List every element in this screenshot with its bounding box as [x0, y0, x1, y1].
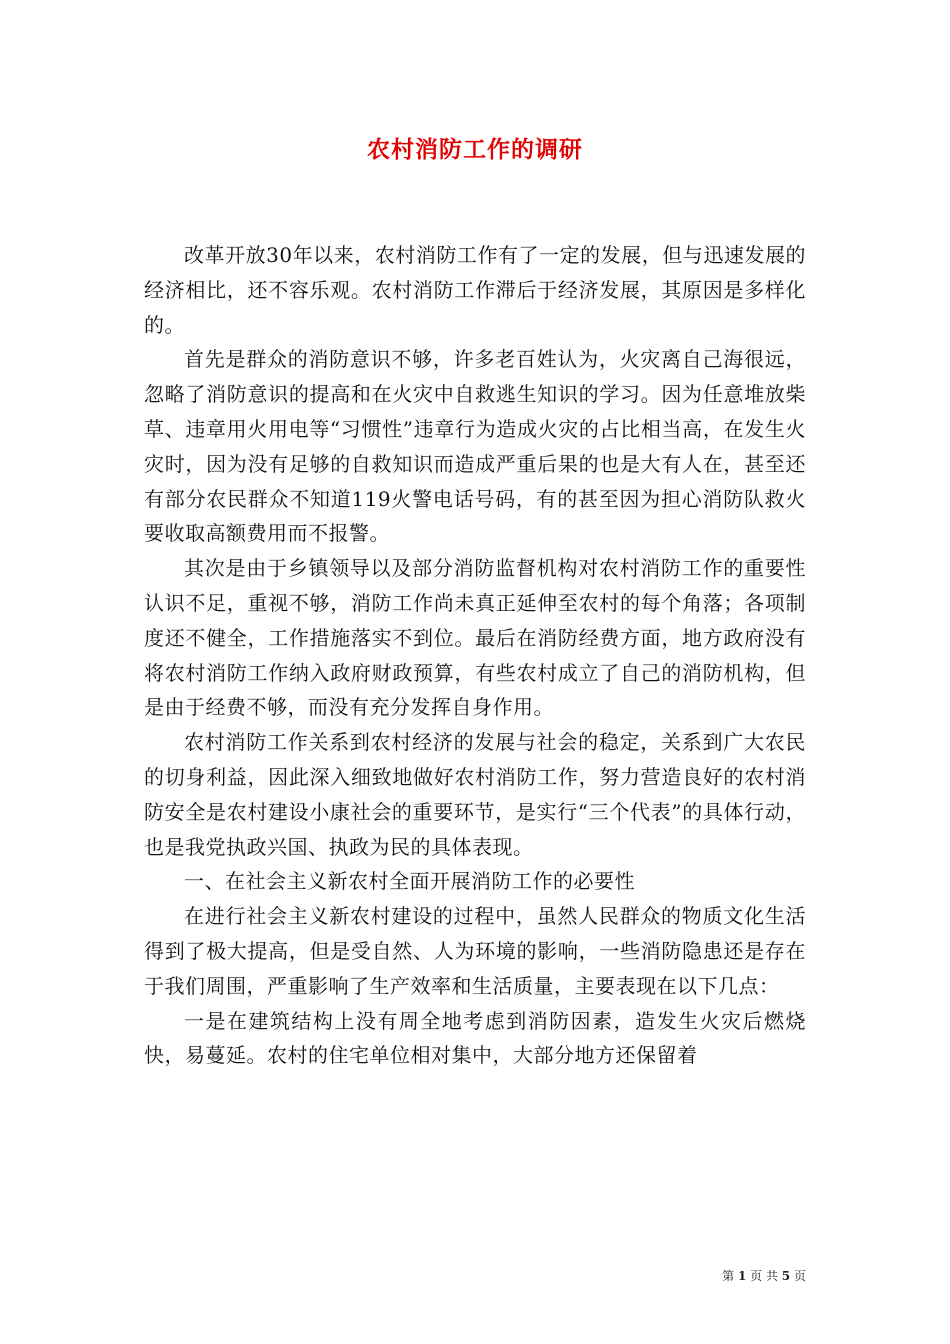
document-body: [144, 238, 806, 1073]
paragraph: 首先是群众的消防意识不够，许多老百姓认为，火灾离自己海很远，忽略了消防意识的提高和在火灾中自救逃生知识的学习。因为任意堆放柴草、违章用火用电等“习惯性”违章行为造成火灾的占比相当高，在发生火灾时，因为没有足够的自救知识而造成严重后果的也是大有人在，甚至还有部分农民群众不知道119火警电话号码，有的甚至因为担心消防队救火要收取高额费用而不报警。: [144, 347, 806, 546]
footer-prefix: 第: [722, 1269, 735, 1283]
paragraph: 其次是由于乡镇领导以及部分消防监督机构对农村消防工作的重要性认识不足，重视不够，消防工作尚未真正延伸至农村的每个角落；各项制度还不健全，工作措施落实不到位。最后在消防经费方面，地方政府没有将农村消防工作纳入政府财政预算，有些农村成立了自己的消防机构，但是由于经费不够，而没有充分发挥自身作用。: [144, 556, 806, 720]
footer-total-pages: 5: [781, 1269, 791, 1283]
page-number-footer: [600, 1268, 806, 1284]
paragraph: 在进行社会主义新农村建设的过程中，虽然人民群众的物质文化生活得到了极大提高，但是受自然、人为环境的影响，一些消防隐患还是存在于我们周围，严重影响了生产效率和生活质量，主要表现在以下几点：: [144, 904, 806, 998]
footer-current-page: 1: [737, 1269, 747, 1283]
paragraph: 改革开放30年以来，农村消防工作有了一定的发展，但与迅速发展的经济相比，还不容乐观。农村消防工作滞后于经济发展，其原因是多样化的。: [144, 243, 806, 337]
document-title: 农村消防工作的调研: [367, 137, 583, 163]
section-heading: 一、在社会主义新农村全面开展消防工作的必要性: [184, 869, 635, 894]
footer-middle: 页 共: [750, 1269, 778, 1283]
paragraph: 农村消防工作关系到农村经济的发展与社会的稳定，关系到广大农民的切身利益，因此深入细致地做好农村消防工作，努力营造良好的农村消防安全是农村建设小康社会的重要环节，是实行“三个代表”的具体行动，也是我党执政兴国、执政为民的具体表现。: [144, 730, 806, 859]
paragraph: 一是在建筑结构上没有周全地考虑到消防因素，造发生火灾后燃烧快，易蔓延。农村的住宅单位相对集中，大部分地方还保留着: [144, 1008, 806, 1068]
footer-suffix: 页: [793, 1269, 806, 1283]
